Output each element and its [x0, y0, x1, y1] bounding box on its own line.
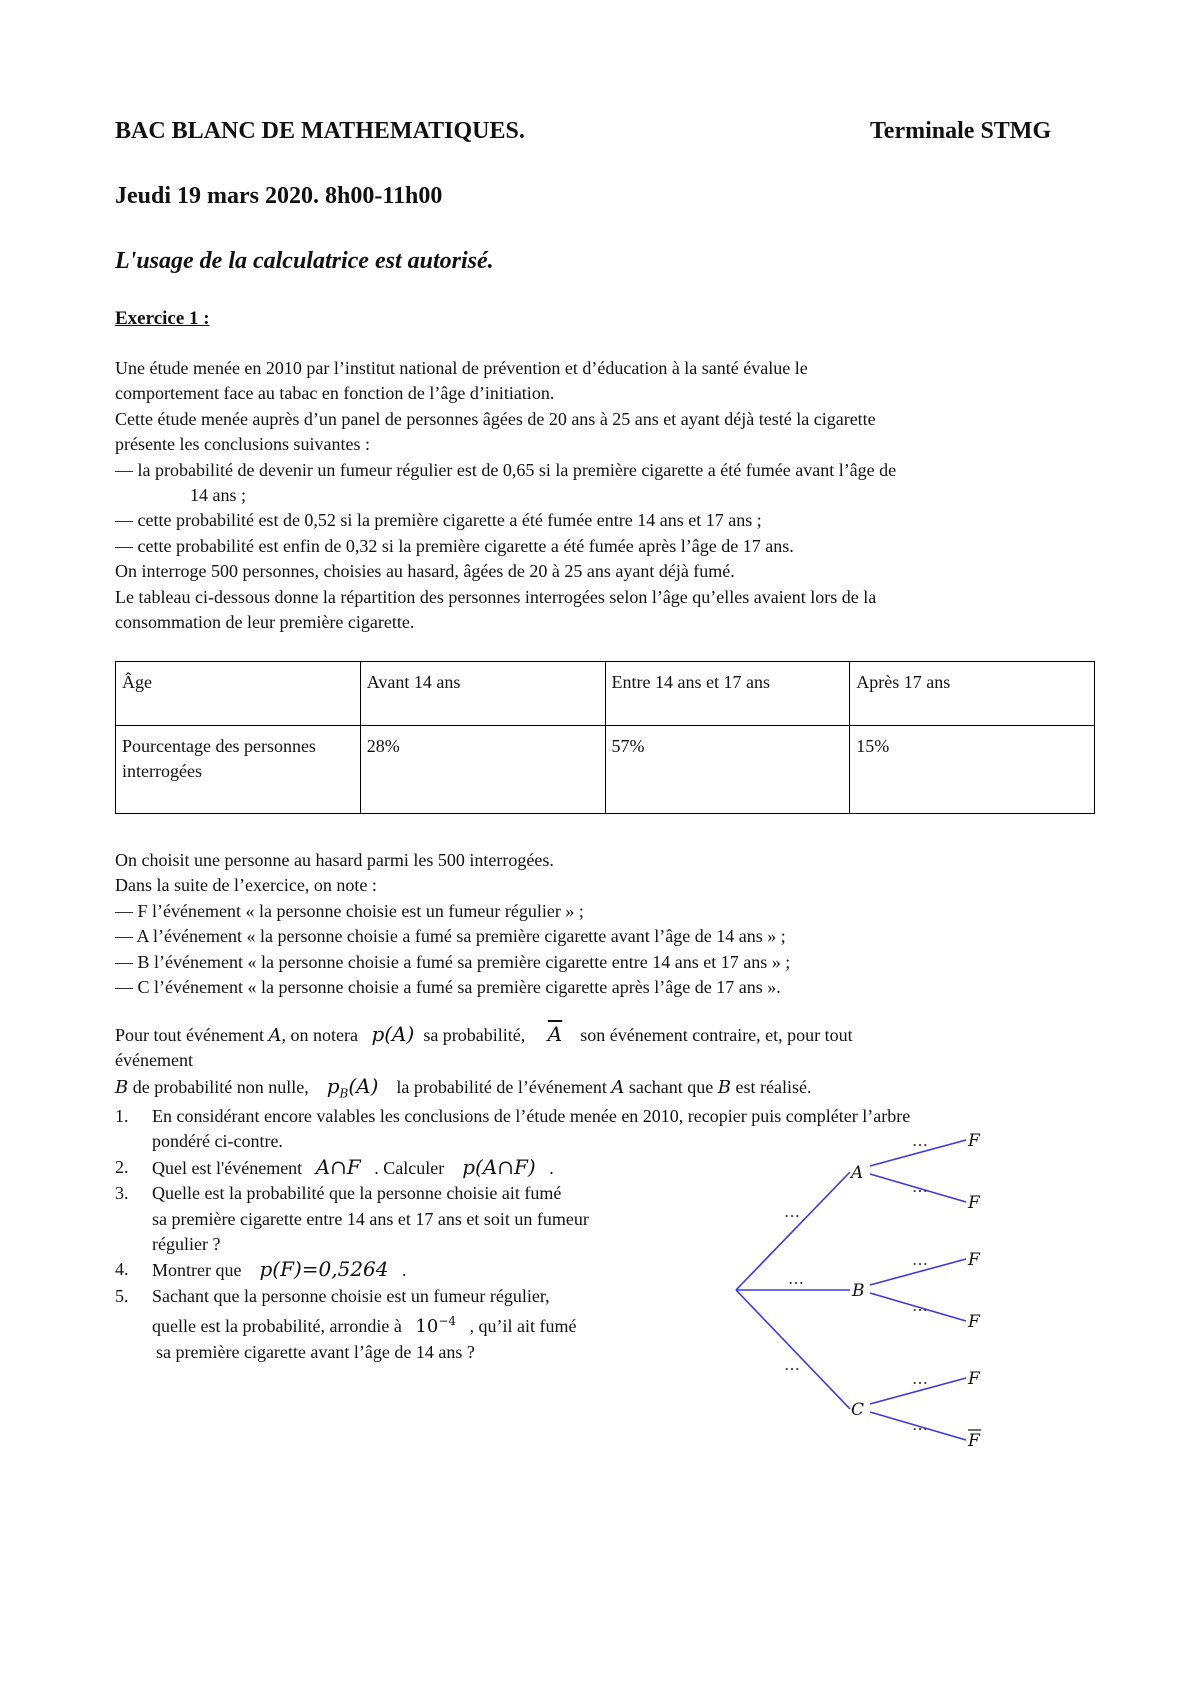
tree-weight-placeholder: … — [912, 1177, 928, 1196]
conclusion-2: — cette probabilité est de 0,52 si la première cigarette a été fumée entre 14 ans et 17 ans ; — [115, 510, 762, 531]
tree-node-A: A — [851, 1163, 864, 1183]
tree-leaf-F: F — [968, 1369, 980, 1389]
tree-weight-placeholder: … — [912, 1250, 928, 1269]
conclusion-1: — la probabilité de devenir un fumeur régulier est de 0,65 si la première cigarette a été fumée avant l’âge de — [115, 459, 897, 480]
conclusion-1-cont: 14 ans ; — [190, 485, 246, 506]
question-number: 3. — [115, 1183, 129, 1204]
question-text: pondéré ci-contre. — [152, 1131, 283, 1152]
prob-F-expr: p(F)=0,5264 — [259, 1257, 389, 1282]
notation-text: , on notera — [281, 1025, 363, 1045]
intro-line: comportement face au tabac en fonction de l’âge d’initiation. — [115, 383, 555, 404]
intro-line: présente les conclusions suivantes : — [115, 434, 370, 455]
tree-weight-placeholder: … — [784, 1202, 800, 1221]
table-header-cell: Âge — [116, 662, 361, 726]
table-row-label: Pourcentage des personnes interrogées — [116, 726, 361, 814]
notation-text: de probabilité non nulle, — [128, 1076, 314, 1097]
notation-text: la probabilité de l’événement — [391, 1076, 612, 1097]
exam-date: Jeudi 19 mars 2020. 8h00-11h00 — [115, 183, 443, 209]
tree-branches — [736, 1140, 966, 1440]
event-B: — B l’événement « la personne choisie a fumé sa première cigarette entre 14 ans et 17 ans » ; — [115, 951, 791, 972]
var-A: A — [611, 1076, 625, 1098]
tree-weight-placeholder: … — [912, 1131, 928, 1150]
tree-weight-placeholder: … — [912, 1296, 928, 1315]
table-cell: 57% — [605, 726, 850, 814]
question-text: En considérant encore valables les conclusions de l’étude menée en 2010, recopier puis compléter l’arbre — [152, 1106, 911, 1126]
tree-node-B: B — [852, 1281, 865, 1301]
cond-prob-p: p — [326, 1073, 340, 1098]
notation-intro-line: On choisit une personne au hasard parmi les 500 interrogées. — [115, 850, 554, 870]
tree-node-C: C — [851, 1400, 865, 1420]
tree-leaf-F: F — [968, 1131, 980, 1151]
question-text: . Calculer — [369, 1157, 449, 1178]
tree-leaf-Fbar: F — [968, 1431, 980, 1451]
table-header-cell: Après 17 ans — [850, 662, 1095, 726]
branch-root-C — [736, 1290, 850, 1409]
intro-paragraph — [115, 356, 1095, 635]
var-A: A — [268, 1025, 282, 1046]
class-label: Terminale STMG — [870, 118, 1052, 144]
table-header-cell: Entre 14 ans et 17 ans — [605, 662, 850, 726]
probability-tree — [700, 1112, 1020, 1472]
var-B: B — [115, 1076, 129, 1098]
question-text: Sachant que la personne choisie est un fumeur régulier, — [152, 1285, 550, 1306]
question-text: régulier ? — [152, 1234, 221, 1255]
power-exponent: −4 — [438, 1314, 457, 1329]
intersection-prob-expr: p(A∩F) — [462, 1154, 536, 1179]
power-base: 10 — [415, 1316, 439, 1338]
tree-leaf-F: F — [968, 1193, 980, 1213]
question-text: Quelle est la probabilité que la personne choisie ait fumé — [152, 1183, 562, 1204]
cond-prob-sub: B — [339, 1086, 349, 1101]
question-number: 1. — [115, 1106, 129, 1126]
table-cell: 28% — [360, 726, 605, 814]
survey-line: Le tableau ci-dessous donne la répartition des personnes interrogées selon l’âge qu’elles avaient lors de la — [115, 586, 877, 607]
table-header-cell: Avant 14 ans — [360, 662, 605, 726]
question-text: Quel est l'événement — [152, 1157, 307, 1178]
cond-prob-arg: (A) — [348, 1073, 379, 1098]
conclusion-3: — cette probabilité est enfin de 0,32 si la première cigarette a été fumée après l’âge de 17 ans. — [115, 535, 794, 556]
exercise-title: Exercice 1 : — [115, 308, 210, 329]
survey-line: On interroge 500 personnes, choisies au hasard, âgées de 20 à 25 ans ayant déjà fumé. — [115, 561, 735, 582]
prob-A: p(A) — [371, 1022, 415, 1046]
question-text: sa première cigarette entre 14 ans et 17 ans et soit un fumeur — [152, 1208, 589, 1229]
calculator-note: L'usage de la calculatrice est autorisé. — [115, 248, 494, 274]
tree-leaf-F: F — [968, 1312, 980, 1332]
notation-text: Pour tout événement — [115, 1025, 269, 1045]
tree-weight-placeholder: … — [788, 1269, 804, 1288]
events-paragraph — [115, 848, 1095, 1000]
question-text: sa première cigarette avant l’âge de 14 ans ? — [156, 1341, 475, 1362]
notation-paragraph — [115, 1022, 1095, 1107]
event-C: — C l’événement « la personne choisie a fumé sa première cigarette après l’âge de 17 ans ». — [115, 977, 781, 998]
tree-weight-placeholder: … — [912, 1369, 928, 1388]
notation-line-2: événement — [115, 1050, 193, 1071]
question-text: quelle est la probabilité, arrondie à — [152, 1316, 407, 1337]
survey-line: consommation de leur première cigarette. — [115, 612, 415, 633]
event-F: — F l’événement « la personne choisie est un fumeur régulier » ; — [115, 900, 584, 921]
intro-line: Cette étude menée auprès d’un panel de personnes âgées de 20 ans à 25 ans et ayant déjà testé la cigarette — [115, 408, 876, 429]
age-distribution-table — [115, 661, 1095, 814]
var-B: B — [717, 1076, 732, 1098]
question-text: , qu’il ait fumé — [465, 1316, 577, 1337]
question-text: . — [397, 1260, 407, 1281]
tree-leaf-F: F — [968, 1250, 980, 1270]
question-text: . — [544, 1157, 554, 1178]
notation-line-3 — [115, 1074, 1095, 1107]
question-text: Montrer que — [152, 1260, 246, 1281]
table-cell: 15% — [850, 726, 1095, 814]
intro-line: Une étude menée en 2010 par l’institut national de prévention et d’éducation à la santé évalue le — [115, 358, 808, 378]
notation-text: sa probabilité, — [418, 1025, 530, 1045]
event-A: — A l’événement « la personne choisie a fumé sa première cigarette avant l’âge de 14 ans » ; — [115, 926, 786, 947]
question-number: 4. — [115, 1259, 129, 1280]
question-number: 5. — [115, 1285, 129, 1306]
tree-weight-placeholder: … — [784, 1355, 800, 1374]
notation-text: est réalisé. — [731, 1076, 812, 1097]
exam-title: BAC BLANC DE MATHEMATIQUES. — [115, 118, 525, 144]
intersection-expr: A∩F — [315, 1154, 361, 1179]
notation-intro-line: Dans la suite de l’exercice, on note : — [115, 875, 377, 896]
notation-line-1 — [115, 1022, 1095, 1048]
notation-text: sachant que — [624, 1076, 718, 1097]
complement-A: $\overline{A}$ — [547, 1022, 563, 1046]
question-number: 2. — [115, 1156, 129, 1177]
tree-weight-placeholder: … — [912, 1415, 928, 1434]
table-row — [116, 726, 1095, 814]
table-row — [116, 662, 1095, 726]
notation-text: son événement contraire, et, pour tout — [575, 1025, 853, 1045]
